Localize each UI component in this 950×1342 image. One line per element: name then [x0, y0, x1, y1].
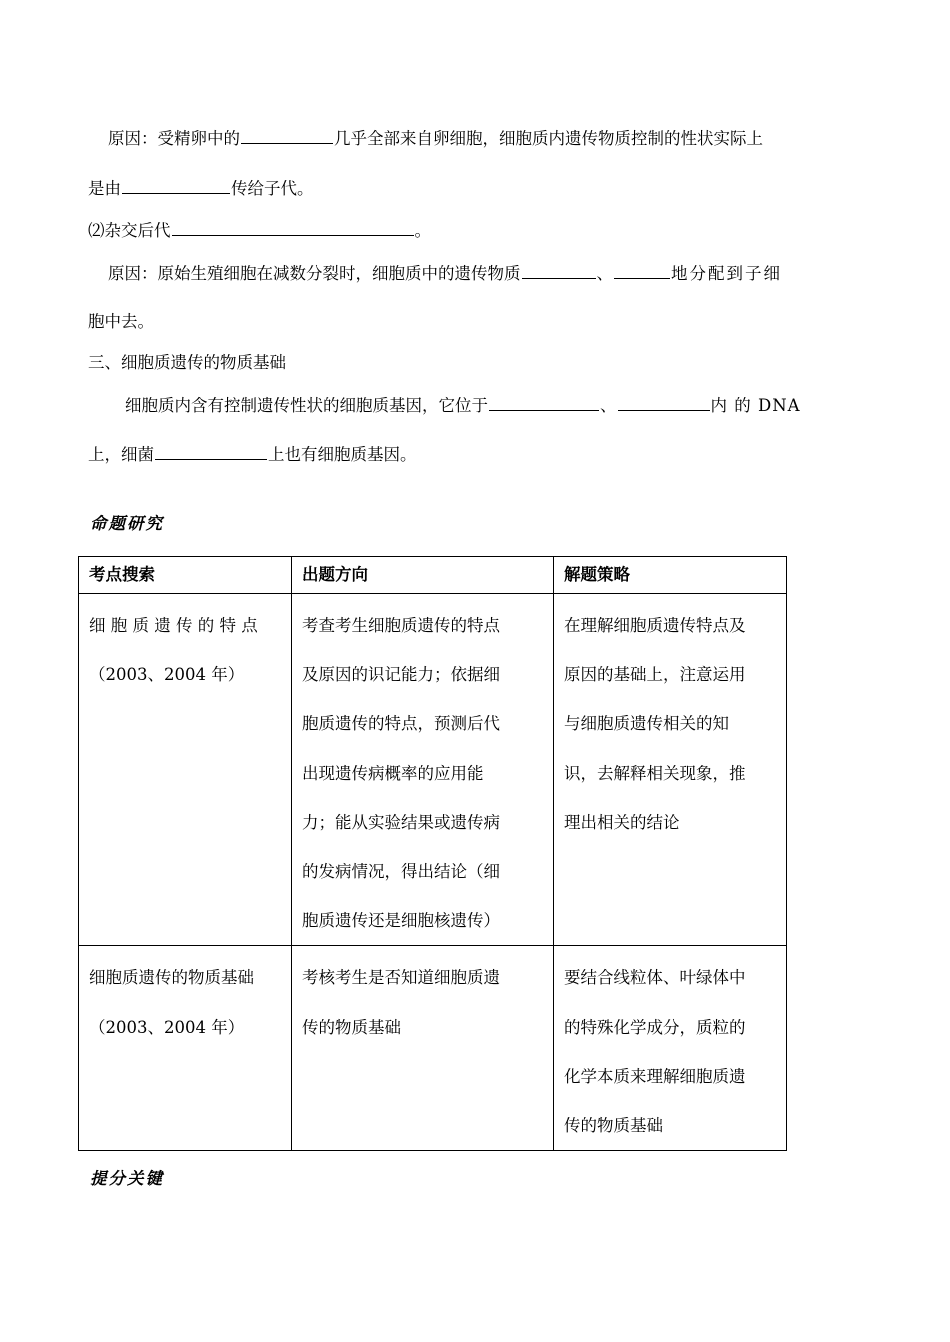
heading-research — [90, 513, 164, 535]
basis-2-suffix: 上也有细胞质基因。 — [268, 445, 417, 464]
table-row — [79, 594, 787, 946]
heading-research-text: 命题研究 — [90, 514, 164, 533]
cell-direction-text: 考查考生细胞质遗传的特点 及原因的识记能力；依据细 胞质遗传的特点，预测后代 出现遗传病概率的应用能 力；能从实验结果或遗传病 的发病情况，得出结论（细 胞质遗传还是细胞核遗传） — [302, 616, 500, 931]
fill-blank[interactable] — [122, 177, 230, 194]
cell-strategy-text: 要结合线粒体、叶绿体中 的特殊化学成分，质粒的 化学本质来理解细胞质遗 传的物质基础 — [564, 968, 746, 1136]
fill-blank[interactable] — [522, 262, 596, 279]
basis-line-2 — [88, 443, 417, 466]
table-header-row — [79, 557, 787, 594]
item-2-suffix: 。 — [414, 221, 431, 240]
header-topic: 考点搜索 — [79, 557, 292, 594]
table-row — [79, 946, 787, 1151]
cause-line-2 — [108, 262, 782, 285]
heading-key-text: 提分关键 — [90, 1169, 164, 1188]
basis-2-prefix: 上，细菌 — [88, 445, 154, 464]
strategy-table — [78, 556, 787, 1151]
cause-1-prefix: 原因：受精卵中的 — [108, 129, 240, 148]
cell-topic-text: 细胞质遗传的物质基础 （2003、2004 年） — [89, 968, 254, 1037]
basis-1-prefix: 细胞质内含有控制遗传性状的细胞质基因，它位于 — [125, 396, 488, 415]
fill-blank[interactable] — [155, 443, 267, 460]
cause-2b-text: 胞中去。 — [88, 312, 154, 331]
basis-line-1 — [125, 394, 801, 417]
basis-1-sep: 、 — [600, 396, 617, 415]
header-strategy: 解题策略 — [554, 557, 787, 594]
cause-1b-suffix: 传给子代。 — [231, 179, 314, 198]
cell-direction — [292, 946, 554, 1151]
cell-strategy — [554, 946, 787, 1151]
cause-line-2b — [88, 311, 154, 333]
cause-line-1b — [88, 177, 314, 200]
cell-topic — [79, 594, 292, 946]
cause-2-sep: 、 — [596, 264, 613, 283]
cause-2-prefix: 原因：原始生殖细胞在减数分裂时，细胞质中的遗传物质 — [108, 264, 521, 283]
section-3-title-text: 三、细胞质遗传的物质基础 — [88, 353, 286, 372]
item-2-line — [88, 219, 431, 242]
item-2-prefix: ⑵杂交后代 — [88, 221, 171, 240]
basis-1-suffix: 内 的 DNA — [710, 396, 801, 415]
cell-strategy — [554, 594, 787, 946]
cause-1b-prefix: 是由 — [88, 179, 121, 198]
cause-line-1 — [108, 127, 763, 150]
cell-strategy-text: 在理解细胞质遗传特点及 原因的基础上，注意运用 与细胞质遗传相关的知 识，去解释相关现象，推 理出相关的结论 — [564, 616, 746, 832]
heading-key — [90, 1168, 164, 1190]
cell-topic-text: 细 胞 质 遗 传 的 特 点 （2003、2004 年） — [89, 616, 258, 685]
fill-blank[interactable] — [618, 394, 710, 411]
section-3-title — [88, 352, 286, 374]
fill-blank[interactable] — [241, 127, 333, 144]
cell-topic — [79, 946, 292, 1151]
fill-blank[interactable] — [614, 262, 670, 279]
cell-direction-text: 考核考生是否知道细胞质遗 传的物质基础 — [302, 968, 500, 1037]
fill-blank[interactable] — [172, 219, 414, 236]
header-direction: 出题方向 — [292, 557, 554, 594]
cell-direction — [292, 594, 554, 946]
fill-blank[interactable] — [489, 394, 599, 411]
cause-2-suffix: 地分配到子细 — [671, 264, 782, 283]
cause-1-suffix: 几乎全部来自卵细胞，细胞质内遗传物质控制的性状实际上 — [334, 129, 763, 148]
